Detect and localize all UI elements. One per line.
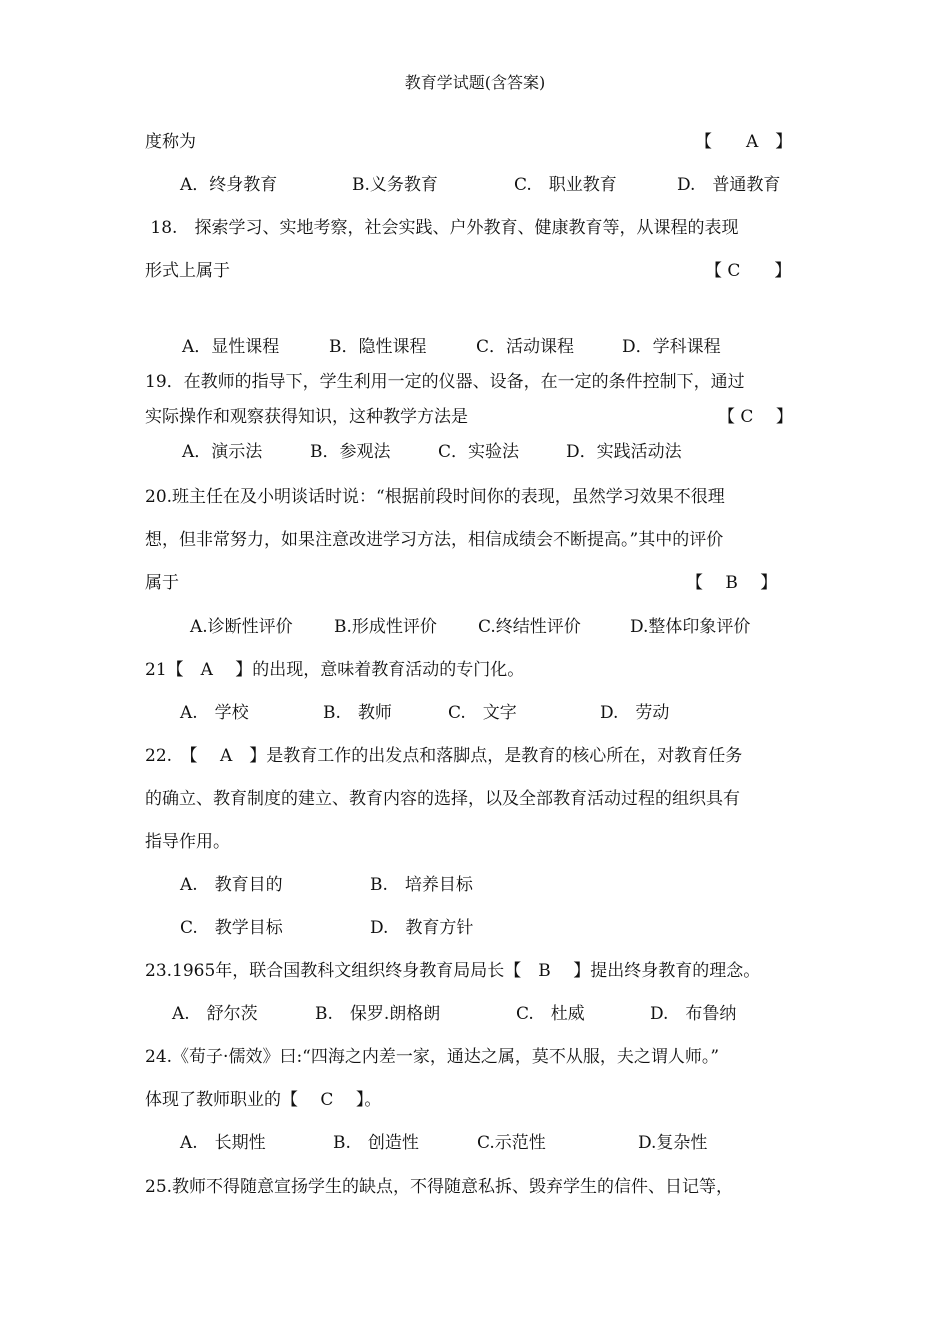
question-21-option-c: C. 文字	[448, 703, 517, 723]
question-21-option-a: A. 学校	[180, 703, 249, 723]
question-17-stem: 度称为	[145, 132, 196, 152]
question-19-answer: 【 C 】	[718, 407, 793, 427]
question-20-stem-line3: 属于	[145, 573, 179, 593]
question-22-option-d: D. 教育方针	[370, 918, 474, 938]
question-20-answer: 【 B 】	[686, 573, 778, 593]
question-18-answer: 【 C 】	[705, 261, 792, 281]
question-18-stem-line2: 形式上属于	[145, 261, 230, 281]
question-20-stem-line1: 20.班主任在及小明谈话时说：“根据前段时间你的表现，虽然学习效果不很理	[145, 487, 725, 507]
question-18-option-d: D．学科课程	[622, 337, 721, 357]
question-20-option-d: D.整体印象评价	[630, 617, 751, 637]
question-24-option-a: A. 长期性	[180, 1133, 266, 1153]
question-23-option-a: A. 舒尔茨	[172, 1004, 258, 1024]
question-17-option-c: C. 职业教育	[514, 175, 617, 195]
question-19-stem-line2: 实际操作和观察获得知识，这种教学方法是	[145, 407, 468, 427]
question-24-stem-line2: 体现了教师职业的【 C 】。	[145, 1090, 382, 1110]
question-18-option-c: C．活动课程	[476, 337, 575, 357]
question-20-option-b: B.形成性评价	[334, 617, 437, 637]
question-24-option-d: D.复杂性	[638, 1133, 708, 1153]
page-title: 教育学试题(含答案)	[404, 73, 546, 92]
question-25-stem-line1: 25.教师不得随意宣扬学生的缺点，不得随意私拆、毁弃学生的信件、日记等，	[145, 1177, 734, 1197]
question-23-stem: 23.1965年，联合国教科文组织终身教育局局长【 B 】提出终身教育的理念。	[145, 961, 761, 981]
question-17-option-d: D. 普通教育	[677, 175, 781, 195]
question-19-option-d: D．实践活动法	[566, 442, 682, 462]
question-18-stem-line1: 18. 探索学习、实地考察，社会实践、户外教育、健康教育等，从课程的表现	[145, 218, 739, 238]
question-23-option-c: C. 杜威	[516, 1004, 585, 1024]
question-21-option-b: B. 教师	[323, 703, 392, 723]
question-22-stem-line2: 的确立、教育制度的建立、教育内容的选择，以及全部教育活动过程的组织具有	[145, 789, 740, 809]
question-22-stem-line1: 22. 【 A 】是教育工作的出发点和落脚点，是教育的核心所在，对教育任务	[145, 746, 743, 766]
question-19-stem-line1: 19．在教师的指导下，学生利用一定的仪器、设备，在一定的条件控制下，通过	[145, 372, 745, 392]
question-20-option-c: C.终结性评价	[478, 617, 581, 637]
question-22-option-b: B. 培养目标	[370, 875, 473, 895]
question-22-stem-line3: 指导作用。	[145, 832, 230, 852]
question-19-option-a: A．演示法	[182, 442, 263, 462]
question-21-option-d: D. 劳动	[600, 703, 670, 723]
question-23-option-d: D. 布鲁纳	[650, 1004, 737, 1024]
question-17-option-a: A．终身教育	[180, 175, 278, 195]
question-24-option-c: C.示范性	[477, 1133, 546, 1153]
question-20-option-a: A.诊断性评价	[190, 617, 293, 637]
question-24-option-b: B. 创造性	[333, 1133, 419, 1153]
question-17-answer: 【 A 】	[695, 132, 793, 152]
question-23-option-b: B. 保罗.朗格朗	[315, 1004, 441, 1024]
question-22-option-c: C. 教学目标	[180, 918, 283, 938]
question-22-option-a: A. 教育目的	[180, 875, 283, 895]
question-19-option-c: C．实验法	[438, 442, 520, 462]
question-21-stem: 21【 A 】的出现，意味着教育活动的专门化。	[145, 660, 525, 680]
question-20-stem-line2: 想，但非常努力，如果注意改进学习方法，相信成绩会不断提高。”其中的评价	[145, 530, 724, 550]
question-17-option-b: B.义务教育	[352, 175, 438, 195]
question-24-stem-line1: 24.《荀子·儒效》曰:“四海之内差一家，通达之属，莫不从服，夫之谓人师。”	[145, 1047, 720, 1067]
question-19-option-b: B．参观法	[310, 442, 391, 462]
question-18-option-b: B．隐性课程	[329, 337, 427, 357]
question-18-option-a: A．显性课程	[182, 337, 280, 357]
